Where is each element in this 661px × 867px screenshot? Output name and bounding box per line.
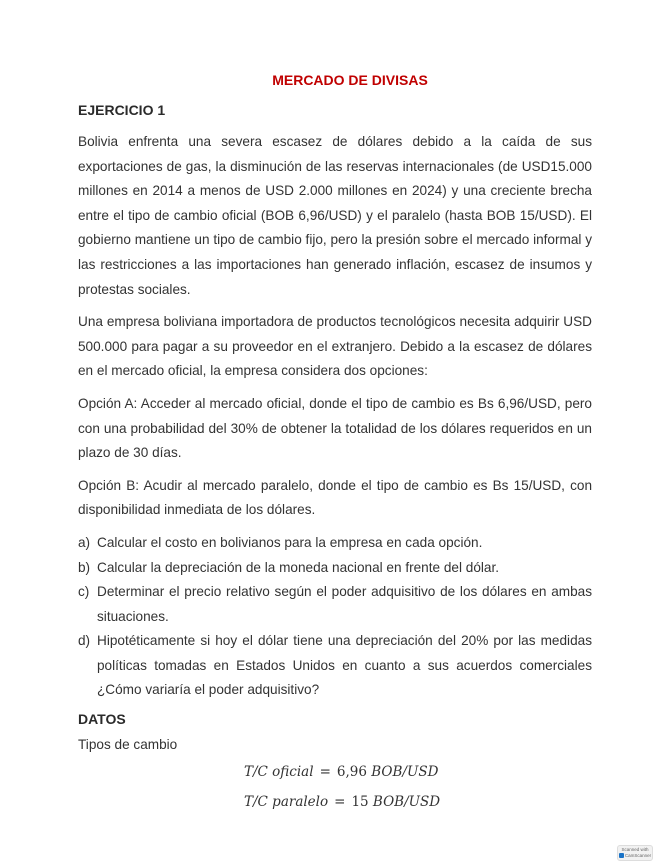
question-item: [78, 580, 592, 629]
formula-value: 6,96: [336, 764, 367, 781]
question-text: Determinar el precio relativo según el poder adquisitivo de los dólares en ambas situaciones.: [97, 584, 592, 624]
formula-unit: BOB/USD: [371, 764, 439, 781]
formula-value: 15: [351, 794, 369, 811]
question-marker: a): [78, 534, 91, 550]
formula-lhs: T/C paralelo: [244, 794, 329, 811]
formula-lhs: T/C oficial: [244, 764, 314, 781]
watermark-line2: [618, 853, 652, 859]
exercise-heading: EJERCICIO 1: [78, 102, 166, 118]
question-text: Calcular el costo en bolivianos para la empresa en cada opción.: [97, 534, 483, 550]
camscanner-logo-icon: [619, 853, 624, 858]
formula-official-rate: [244, 764, 592, 780]
question-marker: c): [78, 584, 90, 600]
paragraph-option-b: Opción B: Acudir al mercado paralelo, donde el tipo de cambio es Bs 15/USD, con disponibilidad inmediata de los dólares.: [78, 477, 592, 518]
formula-unit: BOB/USD: [372, 794, 441, 811]
watermark-brand: CamScanner: [624, 853, 652, 858]
question-marker: d): [78, 633, 91, 649]
paragraph-company: Una empresa boliviana importadora de productos tecnológicos necesita adquirir USD 500.000 para pagar a su proveedor en el extranjero. Debido a la escasez de dólares en el mercado oficial, la empresa considera dos opciones:: [78, 314, 592, 379]
question-text: Calcular la depreciación de la moneda nacional en frente del dólar.: [97, 559, 500, 575]
question-item: [78, 531, 592, 556]
watermark-line1: Scanned with: [621, 847, 649, 852]
paragraph-option-a: Opción A: Acceder al mercado oficial, donde el tipo de cambio es Bs 6,96/USD, pero con una probabilidad del 30% de obtener la totalidad de los dólares requeridos en un plazo de 30 días.: [78, 395, 592, 461]
question-item: [78, 629, 592, 703]
datos-heading: DATOS: [78, 711, 126, 728]
document-title: MERCADO DE DIVISAS: [272, 72, 428, 88]
formula-parallel-rate: [244, 794, 592, 810]
question-list: [78, 531, 592, 703]
camscanner-watermark: [617, 845, 653, 861]
paragraph-context: Bolivia enfrenta una severa escasez de dólares debido a la caída de sus exportaciones de gas, la disminución de las reservas internacionales (de USD15.000 millones en 2014 a menos de USD 2.000 millones en 2024) y una creciente brecha entre el tipo de cambio oficial (BOB 6,96/USD) y el paralelo (hasta BOB 15/USD). El gobierno mantiene un tipo de cambio fijo, pero la presión sobre el mercado informal y las restricciones a las importaciones han generado inflación, escasez de insumos y protestas sociales.: [78, 134, 592, 297]
question-marker: b): [78, 559, 91, 575]
datos-subtitle: Tipos de cambio: [78, 737, 178, 753]
question-text: Hipotéticamente si hoy el dólar tiene una depreciación del 20% por las medidas políticas tomadas en Estados Unidos en cuanto a sus acuerdos comerciales ¿Cómo variaría el poder adquisitivo?: [97, 633, 592, 698]
question-item: [78, 556, 592, 581]
formula-equals: =: [319, 764, 331, 781]
formula-equals: =: [334, 794, 346, 811]
document-page: [78, 72, 592, 824]
